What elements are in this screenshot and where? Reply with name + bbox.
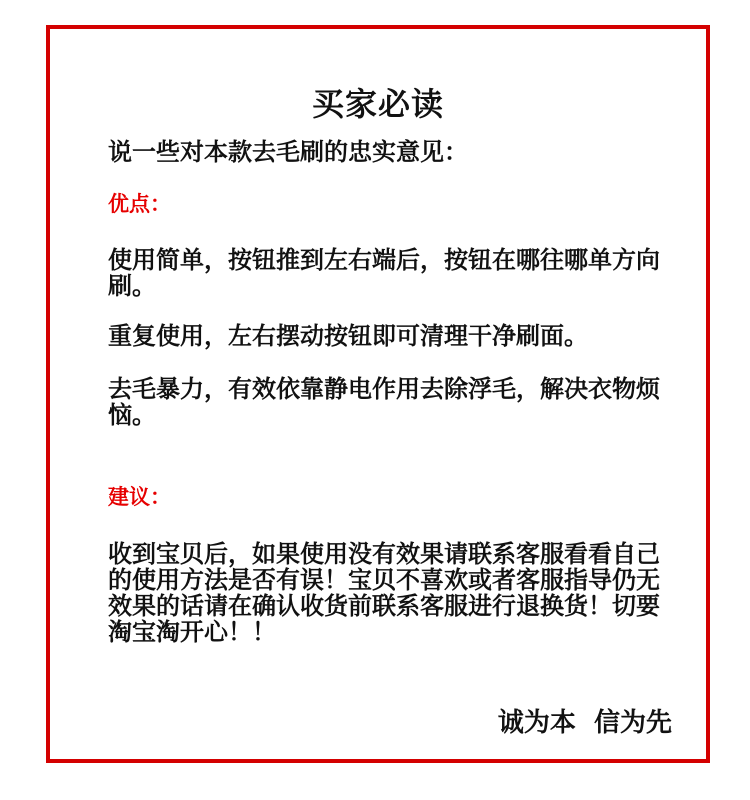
notice-frame [46,25,710,763]
page-title: 买家必读 [311,85,444,123]
pros-heading: 优点： [108,192,171,216]
suggestions-heading: 建议： [108,485,171,509]
slogan: 诚为本 信为先 [497,708,672,738]
pros-item-3: 去毛暴力，有效依靠静电作用去除浮毛，解决衣物烦恼。 [108,375,660,429]
pros-item-1: 使用简单，按钮推到左右端后，按钮在哪往哪单方向刷。 [108,246,660,300]
intro-text: 说一些对本款去毛刷的忠实意见： [108,138,468,166]
suggestions-body: 收到宝贝后，如果使用没有效果请联系客服看看自己的使用方法是否有误！宝贝不喜欢或者客服指导仍无效果的话请在确认收货前联系客服进行退换货！切要淘宝淘开心！！ [108,540,660,646]
pros-item-2: 重复使用，左右摆动按钮即可清理干净刷面。 [108,322,588,350]
